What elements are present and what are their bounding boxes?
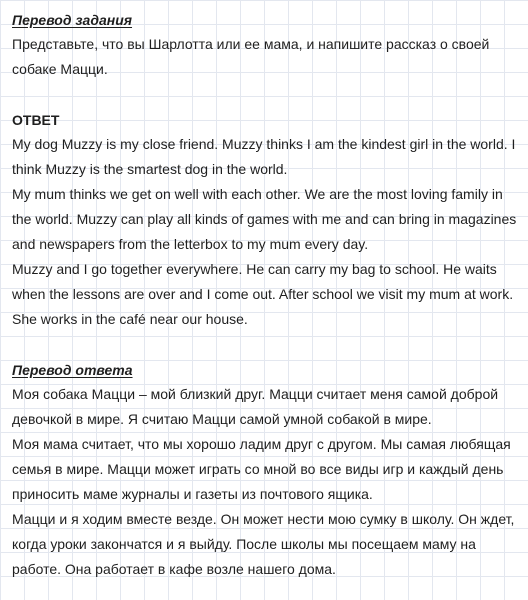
answer-translation-paragraph-2: Моя мама считает, что мы хорошо ладим друг с другом. Мы самая любящая семья в мире. Мацци может играть со мной во все виды игр и каждый день приносить маме журналы и газеты из почтового ящика. xyxy=(12,436,511,502)
answer-translation-paragraph-1: Моя собака Мацци – мой близкий друг. Мацци считает меня самой доброй девочкой в мире. Я считаю Мацци самой умной собакой в мире. xyxy=(12,386,499,427)
answer-heading: ОТВЕТ xyxy=(12,112,60,128)
answer-paragraph-3: Muzzy and I go together everywhere. He can carry my bag to school. He waits when the lessons are over and I come out. After school we visit my mum at work. She works in the café near our house. xyxy=(12,261,514,327)
answer-translation-paragraph-3: Мацци и я ходим вместе везде. Он может нести мою сумку в школу. Он ждет, когда уроки закончатся и я выйду. После школы мы посещаем маму на работе. Она работает в кафе возле нашего дома. xyxy=(12,511,515,577)
task-translation-heading: Перевод задания xyxy=(12,12,133,28)
answer-section xyxy=(12,108,518,332)
task-translation-section xyxy=(12,8,518,82)
answer-translation-section xyxy=(12,358,518,582)
section-spacer xyxy=(12,82,518,108)
task-translation-text: Представьте, что вы Шарлотта или ее мама, и напишите рассказ о своей собаке Мацци. xyxy=(12,36,490,77)
answer-paragraph-1: My dog Muzzy is my close friend. Muzzy thinks I am the kindest girl in the world. I think Muzzy is the smartest dog in the world. xyxy=(12,136,516,177)
answer-paragraph-2: My mum thinks we get on well with each other. We are the most loving family in the world. Muzzy can play all kinds of games with me and can bring in magazines and newspapers from the letterbox to my mum every day. xyxy=(12,186,517,252)
section-spacer xyxy=(12,332,518,358)
answer-translation-heading: Перевод ответа xyxy=(12,362,133,378)
